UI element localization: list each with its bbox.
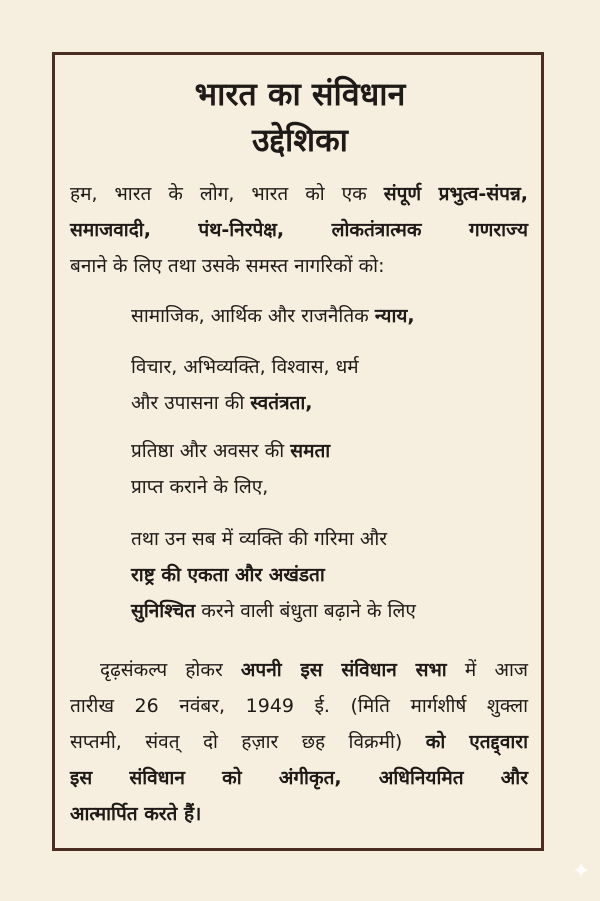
fraternity-clause: तथा उन सब में व्यक्ति की गरिमा और राष्ट्र की एकता और अखंडता सुनिश्चित करने वाली बंधुता बढ़ाने के लिए bbox=[131, 528, 416, 622]
closing-line-3: सप्तमी, संवत् दो हज़ार छह विक्रमी) को एतद्द्वारा bbox=[70, 731, 528, 753]
intro-emphasis-sovereign: संपूर्ण प्रभुत्व-संपन्न, bbox=[383, 183, 528, 205]
justice-keyword: न्याय, bbox=[374, 305, 415, 327]
equality-clause: प्रतिष्ठा और अवसर की समता प्राप्त कराने के लिए, bbox=[131, 440, 331, 498]
sparkle-icon: ✦ bbox=[572, 859, 591, 884]
unity-keyword: राष्ट्र की एकता और अखंडता bbox=[131, 564, 325, 586]
closing-line-5: आत्मार्पित करते हैं। bbox=[70, 803, 202, 825]
closing-line-1: दृढ़संकल्प होकर अपनी इस संविधान सभा में आज bbox=[100, 659, 528, 681]
preamble-closing bbox=[70, 652, 528, 832]
justice-clause: सामाजिक, आर्थिक और राजनैतिक न्याय, bbox=[131, 305, 415, 327]
equality-keyword: समता bbox=[290, 440, 331, 462]
intro-line-1: हम, भारत के लोग, भारत को एक संपूर्ण प्रभुत्व-संपन्न, bbox=[70, 183, 528, 205]
document-title: भारत का संविधान bbox=[194, 75, 406, 113]
liberty-clause: विचार, अभिव्यक्ति, विश्वास, धर्म और उपासना की स्वतंत्रता, bbox=[131, 356, 359, 414]
intro-emphasis-republic: समाजवादी, पंथ-निरपेक्ष, लोकतंत्रात्मक गणराज्य bbox=[70, 219, 528, 241]
document-subtitle: उद्देशिका bbox=[252, 121, 348, 159]
assure-keyword: सुनिश्चित bbox=[131, 600, 196, 622]
closing-line-2: तारीख 26 नवंबर, 1949 ई. (मिति मार्गशीर्ष शुक्ला bbox=[70, 695, 528, 717]
preamble-intro bbox=[70, 176, 528, 284]
closing-line-4: इस संविधान को अंगीकृत, अधिनियमित और bbox=[70, 767, 528, 789]
intro-line-3: बनाने के लिए तथा उसके समस्त नागरिकों को: bbox=[70, 255, 385, 277]
liberty-keyword: स्वतंत्रता, bbox=[250, 392, 313, 414]
intro-line-2 bbox=[70, 212, 528, 248]
